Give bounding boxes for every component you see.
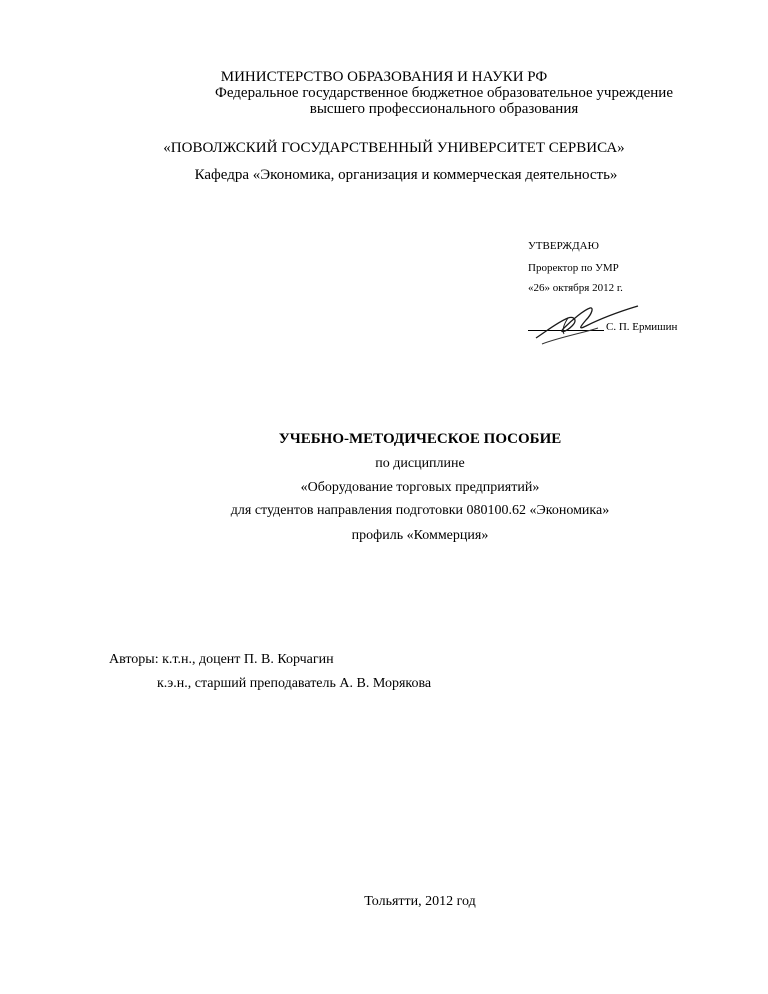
approval-date: «26» октября 2012 г.	[528, 282, 623, 294]
department-name: Кафедра «Экономика, организация и коммерческая деятельность»	[194, 167, 618, 183]
discipline-prefix: по дисциплине	[375, 456, 465, 471]
institution-type-line2: высшего профессионального образования	[309, 101, 579, 117]
document-type: УЧЕБНО-МЕТОДИЧЕСКОЕ ПОСОБИЕ	[278, 431, 562, 447]
approval-signer: С. П. Ермишин	[606, 321, 678, 333]
authors-line1: Авторы: к.т.н., доцент П. В. Корчагин	[109, 652, 334, 667]
profile: профиль «Коммерция»	[351, 528, 489, 543]
institution-type-line1: Федеральное государственное бюджетное образовательное учреждение	[214, 85, 673, 101]
audience: для студентов направления подготовки 080100.62 «Экономика»	[230, 503, 610, 518]
approval-position: Проректор по УМР	[528, 262, 619, 274]
university-name: «ПОВОЛЖСКИЙ ГОСУДАРСТВЕННЫЙ УНИВЕРСИТЕТ СЕРВИСА»	[163, 140, 625, 156]
authors-line2: к.э.н., старший преподаватель А. В. Морякова	[157, 676, 432, 691]
discipline-name: «Оборудование торговых предприятий»	[300, 480, 540, 495]
approval-title: УТВЕРЖДАЮ	[528, 240, 599, 252]
place-year: Тольятти, 2012 год	[364, 894, 476, 909]
ministry-title: МИНИСТЕРСТВО ОБРАЗОВАНИЯ И НАУКИ РФ	[220, 69, 548, 85]
